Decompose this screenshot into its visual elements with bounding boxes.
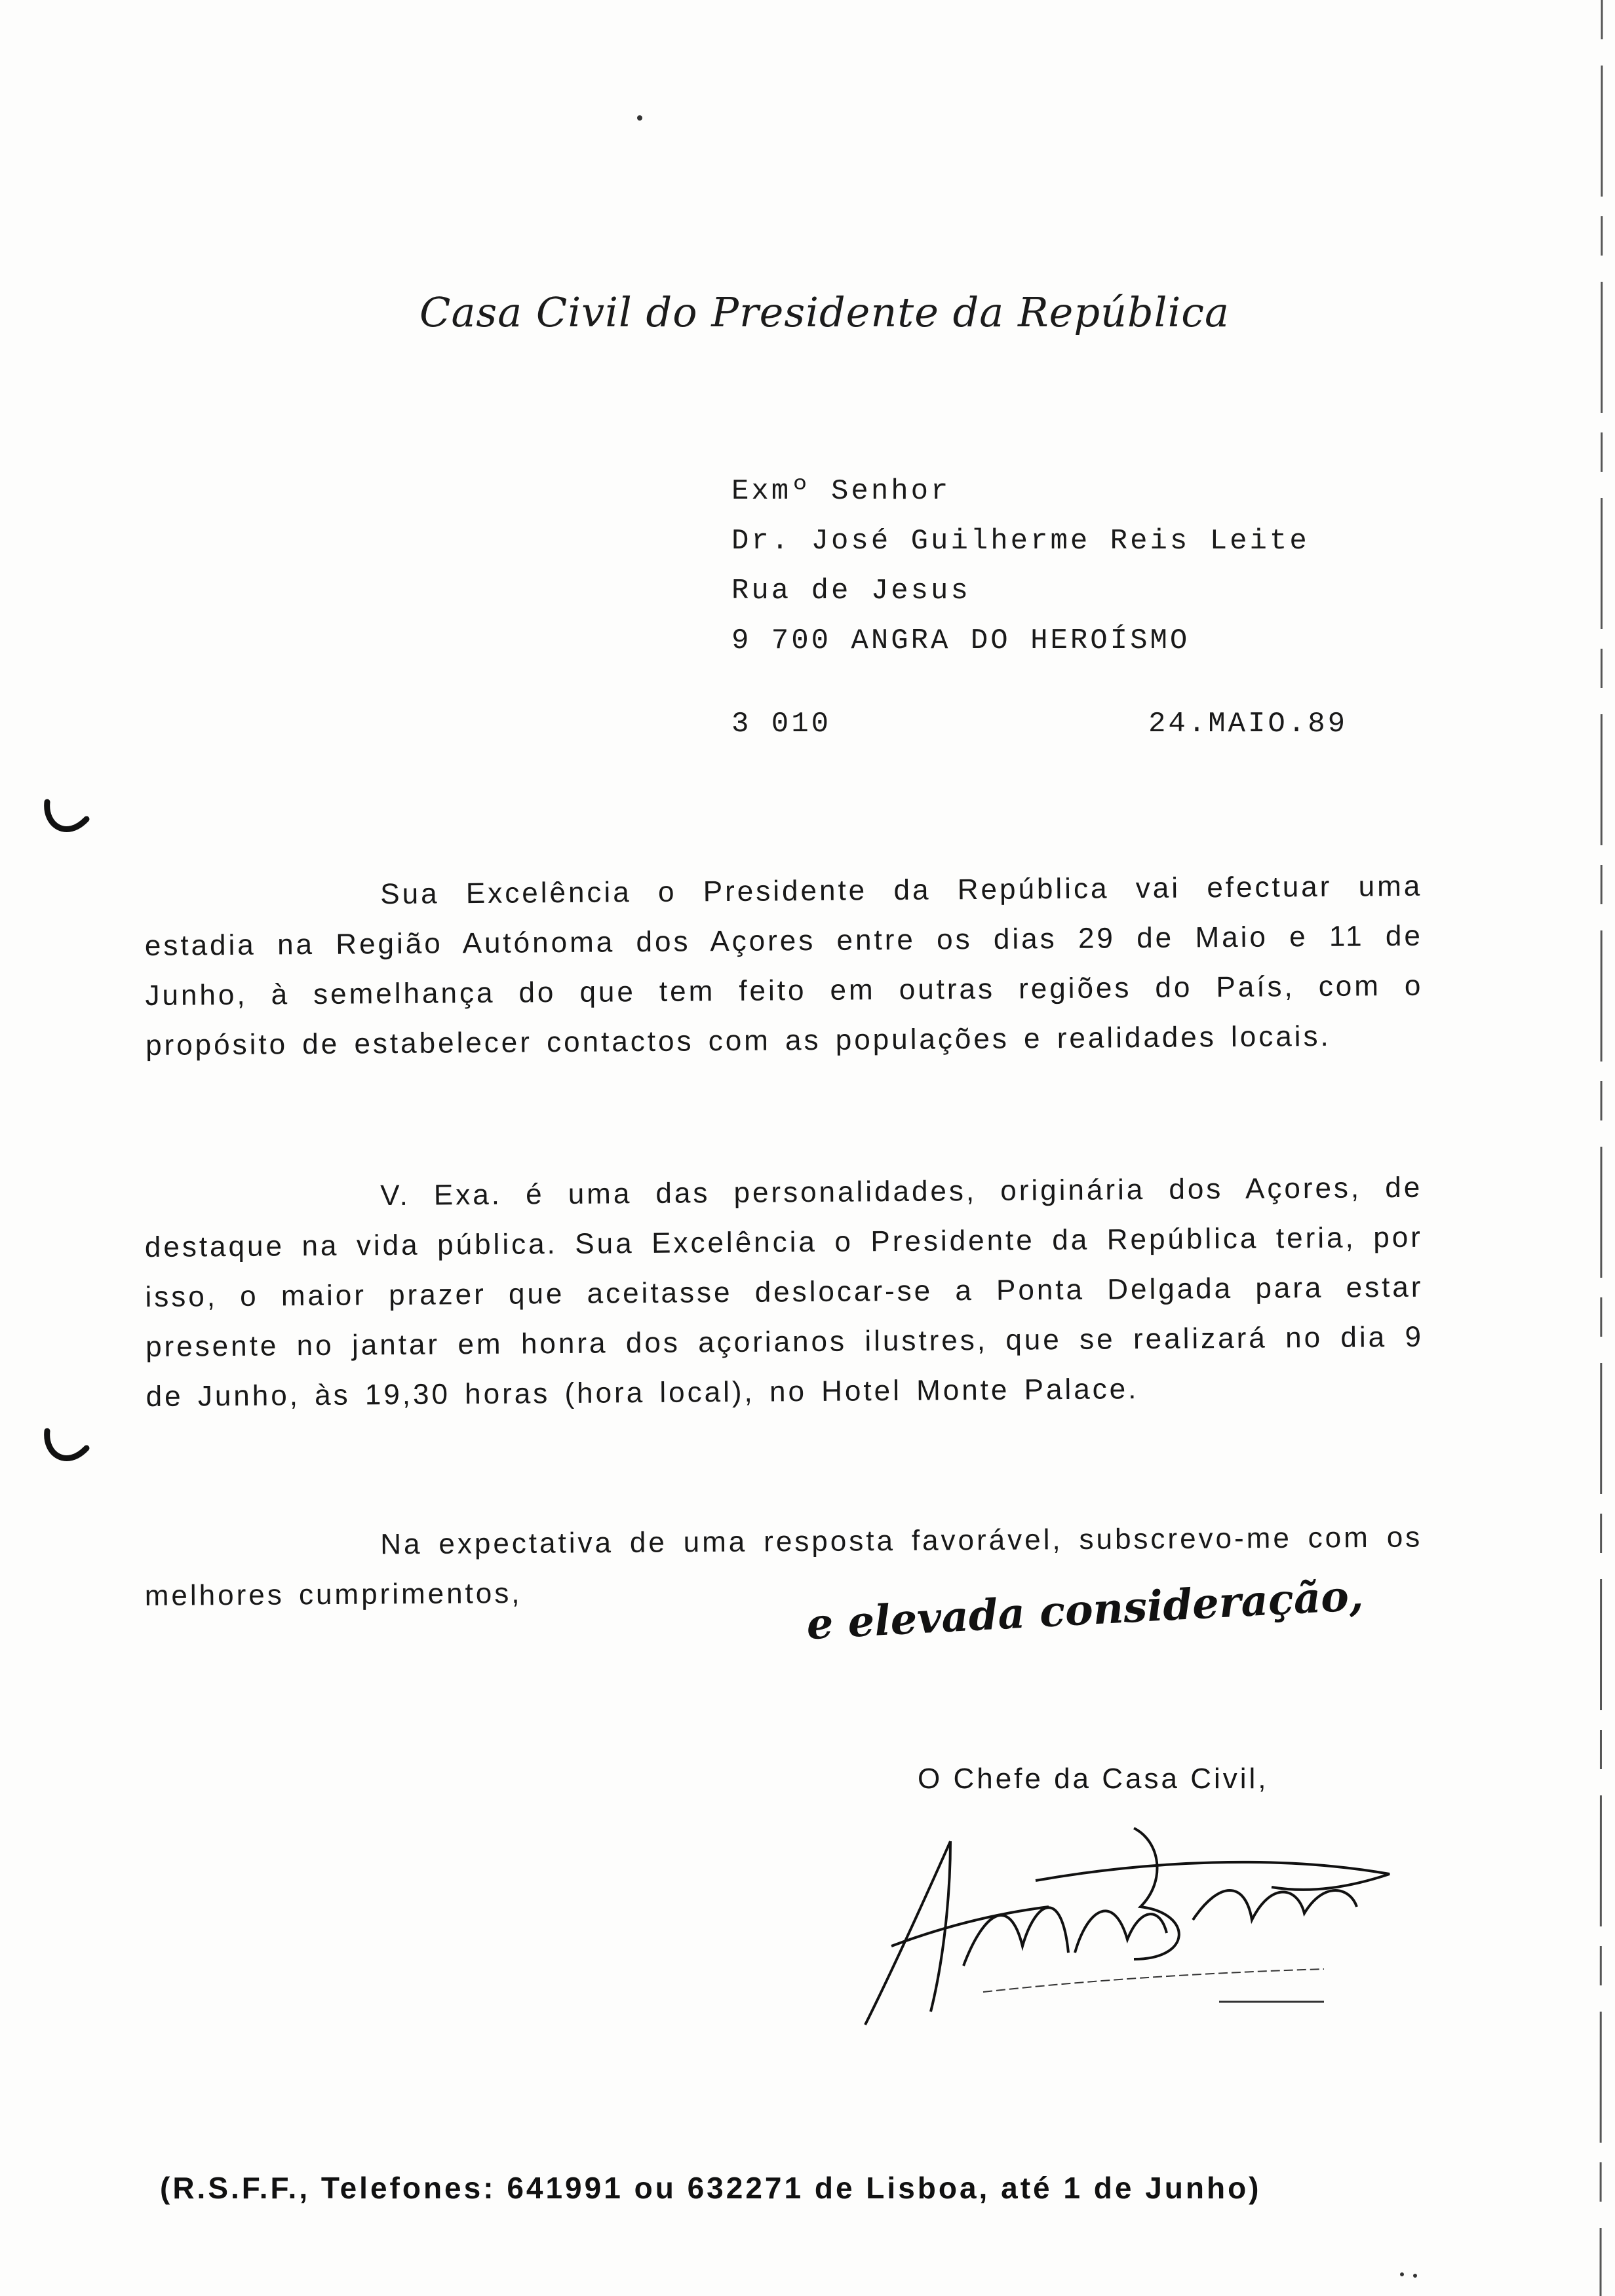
footer-note: (R.S.F.F., Telefones: 641991 ou 632271 de Lisboa, até 1 de Junho): [160, 2171, 1262, 2205]
body-paragraph-2: V. Exa. é uma das personalidades, originária dos Açores, de destaque na vida pública. Sua Excelência o Presidente da República teria, por isso, o maior prazer que aceitasse deslocar-se a Ponta Delgada para estar presente no jantar em honra dos açorianos ilustres, que se realizará no dia 9 de Junho, às 19,30 horas (hora local), no Hotel Monte Palace.: [144, 1171, 1424, 1413]
body-paragraph-3: Na expectativa de uma resposta favorável, subscrevo-me com os melhores cumprimentos,: [144, 1521, 1423, 1612]
recipient-street: Rua de Jesus: [731, 575, 971, 607]
recipient-address: [731, 467, 1387, 666]
page-edge-line: [1598, 0, 1605, 2296]
letter-date: 24.MAIO.89: [1148, 708, 1348, 740]
handwritten-signature: [852, 1815, 1403, 2031]
ink-speck: [1400, 2272, 1404, 2276]
recipient-name: Dr. José Guilherme Reis Leite: [731, 525, 1310, 558]
reference-number: 3 010: [731, 708, 832, 740]
recipient-salutation: Exmº Senhor: [731, 475, 951, 508]
letterhead-title: Casa Civil do Presidente da República: [419, 288, 1230, 336]
ink-speck: [637, 115, 642, 121]
handwritten-addition: e elevada consideração,: [805, 1571, 1365, 1650]
punch-hole-mark: [41, 1422, 93, 1474]
closing-title: O Chefe da Casa Civil,: [918, 1763, 1269, 1795]
punch-hole-mark: [41, 793, 93, 845]
recipient-city: 9 700 ANGRA DO HEROÍSMO: [731, 624, 1190, 657]
body-paragraph-1: Sua Excelência o Presidente da República vai efectuar uma estadia na Região Autónoma dos Açores entre os dias 29 de Maio e 11 de Junho, à semelhança do que tem feito em outras regiões do País, com o propósito de estabelecer contactos com as populações e realidades locais.: [144, 870, 1424, 1062]
ink-speck: [1413, 2274, 1417, 2278]
